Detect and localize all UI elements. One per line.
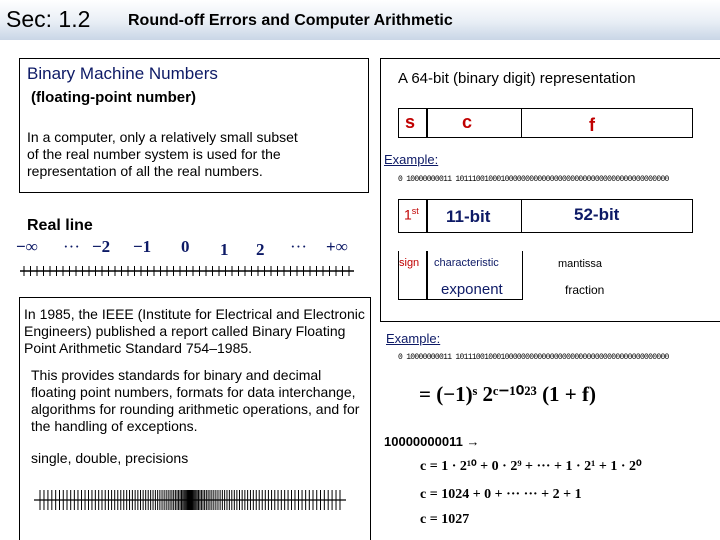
c-equation-2: c = 1024 + 0 + ··· ··· + 2 + 1 — [420, 487, 582, 502]
label-fraction: fraction — [565, 283, 605, 297]
section-number: Sec: 1.2 — [6, 6, 91, 32]
representation-title: A 64-bit (binary digit) representation — [398, 70, 636, 87]
float-formula: = (−1)ˢ 2ᶜ⁻¹⁰²³ (1 + f) — [419, 382, 597, 406]
bits-f: 52-bit — [574, 205, 620, 224]
provides-line-4: the handling of exceptions. — [31, 418, 198, 434]
c-equation-3: c = 1027 — [420, 512, 470, 527]
characteristic-bits: 10000000011 → — [384, 434, 480, 449]
example-bits: 0 10000000011 1011100100010000000000000000000000000000000000000000 — [398, 175, 669, 184]
example2-bits: 0 10000000011 1011100100010000000000000000000000000000000000000000 — [398, 353, 669, 362]
precisions-text: single, double, precisions — [31, 450, 189, 466]
intro-line-2: of the real number system is used for the — [27, 146, 281, 162]
ieee-line-1: In 1985, the IEEE (Institute for Electrical and Electronic — [24, 306, 365, 322]
intro-line-1: In a computer, only a relatively small subset — [27, 129, 298, 145]
example-label: Example: — [384, 152, 439, 167]
field-c: c — [462, 112, 473, 132]
label-sign: sign — [399, 257, 420, 269]
axis-label-dots-left: ··· — [63, 237, 80, 256]
axis-label-two: 2 — [256, 240, 265, 259]
machine-numbers-line — [30, 480, 350, 520]
real-line-label: Real line — [27, 217, 93, 234]
slide-title: Round-off Errors and Computer Arithmetic — [128, 12, 453, 29]
axis-label-neg-inf: −∞ — [16, 237, 38, 256]
axis-label-neg2: −2 — [92, 237, 111, 256]
bits-first: 1st — [404, 206, 419, 223]
arrow-icon: → — [466, 434, 480, 449]
example2-label: Example: — [386, 331, 441, 346]
axis-label-pos-inf: +∞ — [326, 237, 348, 256]
bits-first-sup: st — [411, 206, 419, 216]
real-line-axis — [18, 255, 358, 277]
field-f: f — [589, 115, 595, 135]
section-heading: Binary Machine Numbers — [27, 64, 218, 83]
field-s: s — [405, 112, 416, 132]
provides-line-2: floating point numbers, formats for data interchange, — [31, 384, 356, 400]
axis-label-one: 1 — [220, 240, 229, 259]
label-characteristic: characteristic — [434, 257, 499, 269]
bits-divider — [521, 199, 522, 233]
section-subheading: (floating-point number) — [31, 89, 196, 106]
provides-line-1: This provides standards for binary and decimal — [31, 367, 322, 383]
bits-c: 11-bit — [446, 207, 491, 226]
field-divider — [521, 108, 522, 138]
label-exponent: exponent — [441, 281, 503, 298]
ieee-line-2: Engineers) published a report called Binary Floating — [24, 323, 346, 339]
axis-label-dots-right: ··· — [290, 237, 307, 256]
axis-label-zero: 0 — [181, 237, 190, 256]
intro-line-3: representation of all the real numbers. — [27, 163, 263, 179]
provides-line-3: algorithms for rounding arithmetic operations, and for — [31, 401, 360, 417]
ieee-line-3: Point Arithmetic Standard 754–1985. — [24, 340, 253, 356]
label-mantissa: mantissa — [558, 258, 603, 270]
axis-label-neg1: −1 — [133, 237, 152, 256]
c-equation-1: c = 1 · 2¹⁰ + 0 · 2⁹ + ··· + 1 · 2¹ + 1 · 2⁰ — [420, 459, 642, 474]
